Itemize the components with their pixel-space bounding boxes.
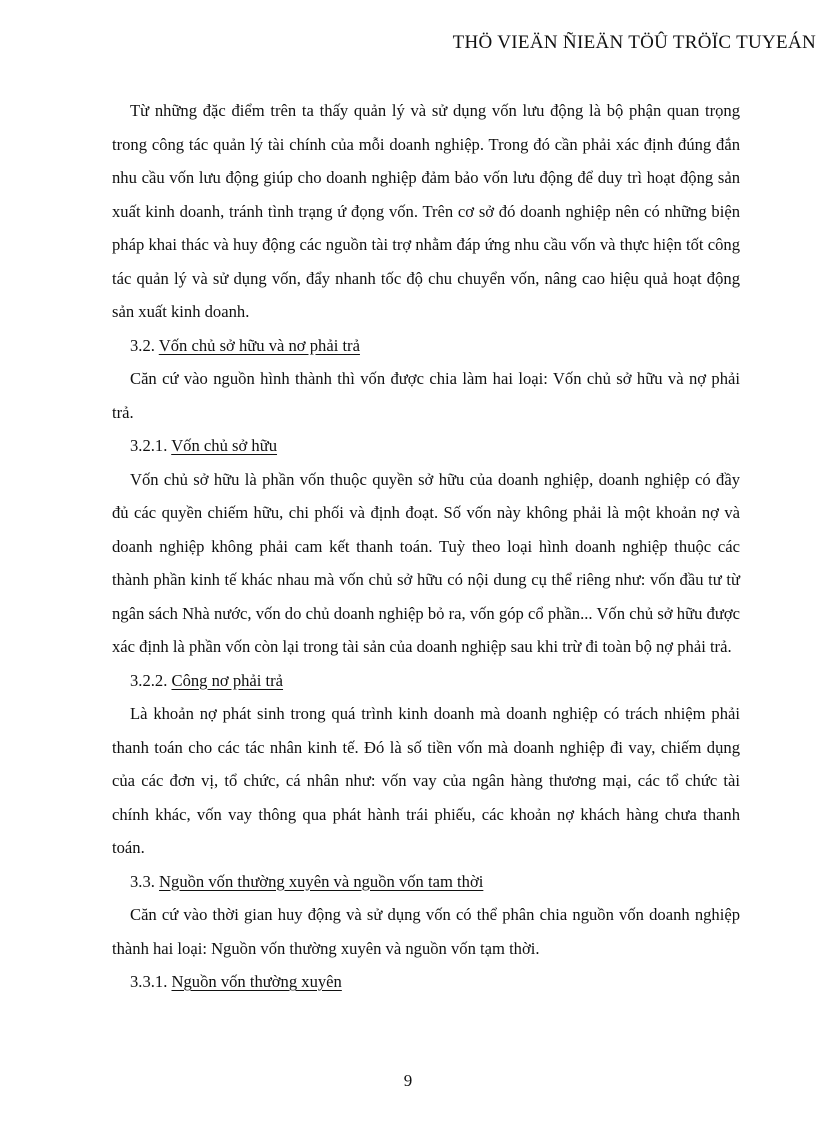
section-number: 3.2.1. xyxy=(130,436,168,455)
paragraph: Từ những đặc điểm trên ta thấy quản lý và sử dụng vốn lưu động là bộ phận quan trọng trong công tác quản lý tài chính của mỗi doanh nghiệp. Trong đó cần phải xác định đúng đắn nhu cầu vốn lưu động giúp cho doanh nghiệp đảm bảo vốn lưu động để duy trì hoạt động sản xuất kinh doanh, tránh tình trạng ứ đọng vốn. Trên cơ sở đó doanh nghiệp nên có những biện pháp khai thác và huy động các nguồn tài trợ nhằm đáp ứng nhu cầu vốn và thực hiện tốt công tác quản lý và sử dụng vốn, đẩy nhanh tốc độ chu chuyển vốn, nâng cao hiệu quả hoạt động sản xuất kinh doanh. xyxy=(112,101,740,321)
section-title: Vốn chủ sở hữu xyxy=(171,436,278,455)
section-heading xyxy=(112,429,740,463)
paragraph: Căn cứ vào nguồn hình thành thì vốn được chia làm hai loại: Vốn chủ sở hữu và nợ phải trả. xyxy=(112,369,740,422)
section-number: 3.3. xyxy=(130,871,155,891)
section-title: Nguồn vốn thường xuyên xyxy=(171,972,342,991)
section-title: Công nơ phải trả xyxy=(171,670,284,690)
section-heading xyxy=(112,965,740,999)
paragraph: Căn cứ vào thời gian huy động và sử dụng vốn có thể phân chia nguồn vốn doanh nghiệp thành hai loại: Nguồn vốn thường xuyên và nguồn vốn tạm thời. xyxy=(112,905,740,958)
section-number: 3.2. xyxy=(130,335,155,355)
paragraph: Là khoản nợ phát sinh trong quá trình kinh doanh mà doanh nghiệp có trách nhiệm phải thanh toán cho các tác nhân kinh tế. Đó là số tiền vốn mà doanh nghiệp đi vay, chiếm dụng của các đơn vị, tổ chức, cá nhân như: vốn vay của ngân hàng thương mại, các tổ chức tài chính khác, vốn vay thông qua phát hành trái phiếu, các khoản nợ khách hàng chưa thanh toán. xyxy=(112,704,740,857)
section-title: Vốn chủ sở hữu và nơ phải trả xyxy=(158,335,360,355)
section-heading xyxy=(112,865,740,899)
section-heading xyxy=(112,664,740,698)
paragraph: Vốn chủ sở hữu là phần vốn thuộc quyền sở hữu của doanh nghiệp, doanh nghiệp có đầy đủ các quyền chiếm hữu, chi phối và định đoạt. Số vốn này không phải là một khoản nợ và doanh nghiệp không phải cam kết thanh toán. Tuỳ theo loại hình doanh nghiệp thuộc các thành phần kinh tế khác nhau mà vốn chủ sở hữu có nội dung cụ thể riêng như: vốn đầu tư từ ngân sách Nhà nước, vốn do chủ doanh nghiệp bỏ ra, vốn góp cổ phần... Vốn chủ sở hữu được xác định là phần vốn còn lại trong tài sản của doanh nghiệp sau khi trừ đi toàn bộ nợ phải trả. xyxy=(112,469,740,656)
document-body xyxy=(112,94,740,999)
page-number: 9 xyxy=(403,1071,413,1090)
section-heading xyxy=(112,329,740,363)
page-header: THÖ VIEÄN ÑIEÄN TÖÛ TRÖÏC TUYEÁN xyxy=(452,32,816,53)
section-title: Nguồn vốn thường xuyên và nguồn vốn tam thời xyxy=(159,871,484,891)
section-number: 3.2.2. xyxy=(130,670,168,690)
section-number: 3.3.1. xyxy=(130,972,168,991)
